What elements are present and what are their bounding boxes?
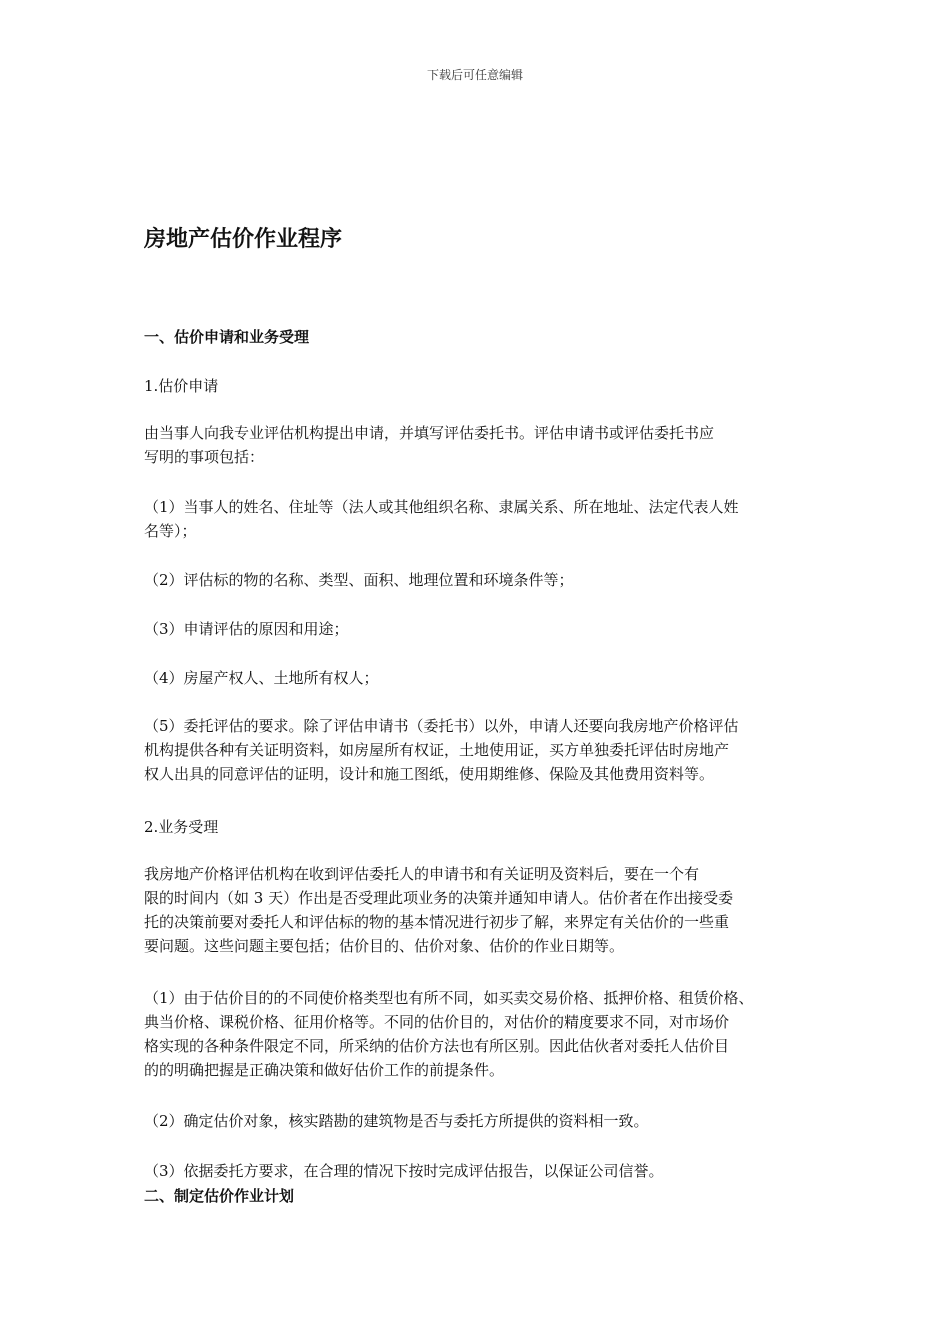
list-item-owners: （4）房屋产权人、土地所有权人； — [144, 669, 379, 687]
document-title: 房地产估价作业程序 — [144, 227, 343, 252]
list-item-deadline: （3）依据委托方要求，在合理的情况下按时完成评估报告，以保证公司信誉。 — [144, 1162, 664, 1180]
section-heading-2: 二、制定估价作业计划 — [144, 1187, 295, 1205]
list-item-applicant-info: （1）当事人的姓名、住址等（法人或其他组织名称、隶属关系、所在地址、法定代表人姓 名等）； — [144, 498, 739, 540]
list-item-purpose-types: （1）由于估价目的的不同使价格类型也有所不同，如买卖交易价格、抵押价格、租赁价格、 典当价格、课税价格、征用价格等。不同的估价目的，对估价的精度要求不同，对市场价 格实现的各种条件限定不同，所采纳的估价方法也有所区别。因此估伙者对委托人估价目 的的明确把握是正确决策和做好估价工作的前提条件。 — [144, 989, 754, 1079]
list-item-requirements: （5）委托评估的要求。除了评估申请书（委托书）以外，申请人还要向我房地产价格评估 机构提供各种有关证明资料，如房屋所有权证，土地使用证，买方单独委托评估时房地产 权人出具的同意评估的证明，设计和施工图纸，使用期维修、保险及其他费用资料等。 — [144, 717, 739, 783]
list-item-confirm-object: （2）确定估价对象，核实踏勘的建筑物是否与委托方所提供的资料相一致。 — [144, 1112, 649, 1130]
section-heading-1: 一、估价申请和业务受理 — [144, 328, 310, 346]
paragraph-acceptance-intro: 我房地产价格评估机构在收到评估委托人的申请书和有关证明及资料后，要在一个有 限的时间内（如 3 天）作出是否受理此项业务的决策并通知申请人。估价者在作出接受委 托的决策前要对委托人和评估标的物的基本情况进行初步了解，来界定有关估价的一些重 要问题。这些问题主要包括；估价目的、估价对象、估价的作业日期等。 — [144, 865, 734, 955]
list-item-purpose: （3）申请评估的原因和用途； — [144, 620, 349, 638]
paragraph-application-intro: 由当事人向我专业评估机构提出申请，并填写评估委托书。评估申请书或评估委托书应 写明的事项包括： — [144, 424, 715, 466]
sub-heading-application: 1.估价申请 — [144, 377, 219, 395]
header-note: 下载后可任意编辑 — [426, 68, 523, 82]
sub-heading-acceptance: 2.业务受理 — [144, 818, 219, 836]
list-item-subject-info: （2）评估标的物的名称、类型、面积、地理位置和环境条件等； — [144, 571, 574, 589]
